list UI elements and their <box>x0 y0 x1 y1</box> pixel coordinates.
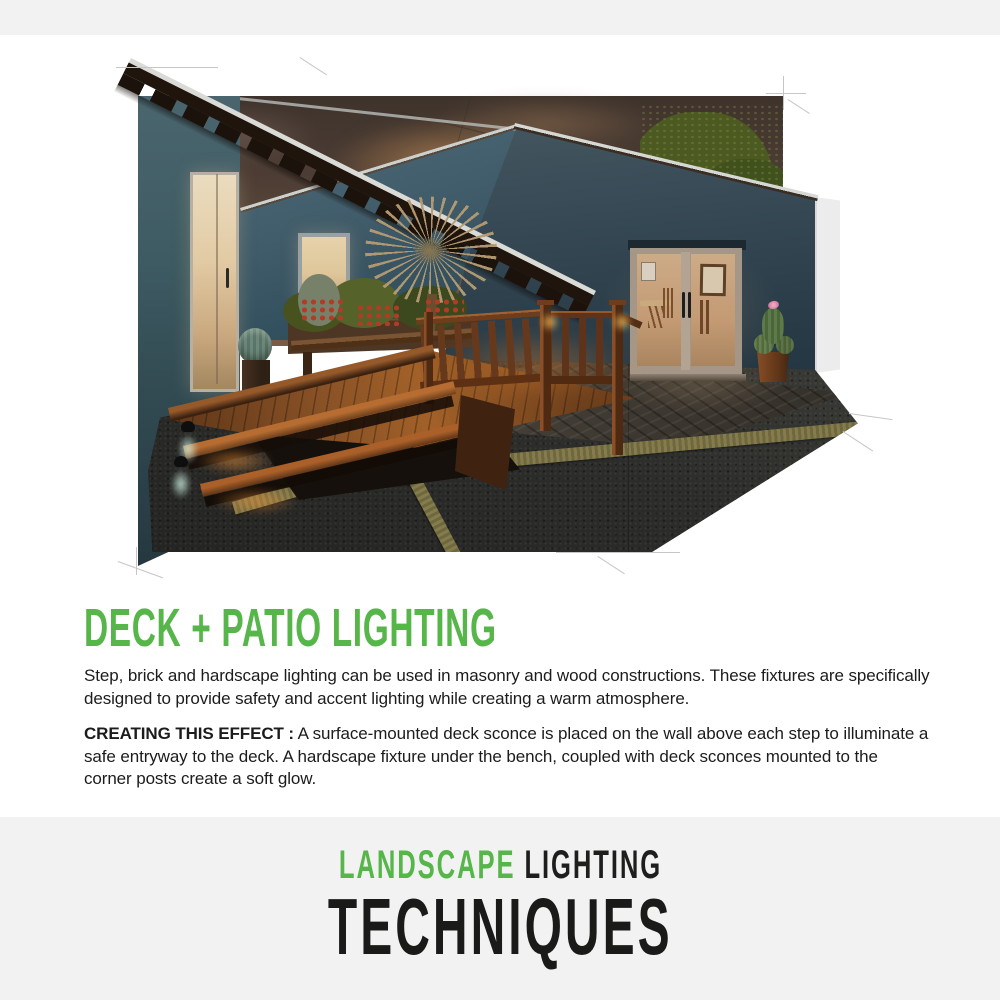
door-handle <box>226 268 229 288</box>
section-heading: DECK + PATIO LIGHTING <box>84 598 497 658</box>
door-mullion <box>216 174 218 384</box>
post-cap <box>537 300 554 305</box>
effect-paragraph <box>84 723 930 791</box>
barrel-cactus <box>762 308 784 344</box>
cactus-planter <box>755 352 791 382</box>
crop-mark <box>766 93 806 94</box>
crop-mark <box>116 67 218 68</box>
side-wall-panel <box>815 197 840 373</box>
interior-chair <box>663 288 673 318</box>
crop-mark <box>136 547 137 575</box>
red-flowers <box>356 304 400 326</box>
technique-description-section <box>84 600 934 791</box>
effect-label: CREATING THIS EFFECT : <box>84 724 294 743</box>
door-handle <box>688 292 691 318</box>
door-handle <box>682 292 685 318</box>
step-light-pool <box>196 448 274 474</box>
post-cap <box>609 300 626 305</box>
post-sconce-glow <box>540 312 560 332</box>
step-light-pool <box>212 488 300 514</box>
brand-footer <box>0 817 1000 1000</box>
interior-wall-chart <box>641 262 656 281</box>
crop-mark <box>842 431 873 451</box>
crop-mark <box>787 99 809 114</box>
lit-entry-door <box>190 172 239 392</box>
render-seam-line <box>628 356 629 552</box>
sconce-glow <box>166 462 196 506</box>
post-sconce-glow <box>612 312 632 332</box>
crop-mark <box>556 552 680 553</box>
brand-word-lighting: LIGHTING <box>523 843 662 887</box>
interior-chair <box>700 300 712 334</box>
table-legs <box>648 306 664 328</box>
brand-word-landscape: LANDSCAPE <box>338 843 515 887</box>
brand-title: TECHNIQUES <box>327 882 673 971</box>
crop-mark <box>299 57 326 75</box>
interior-picture-frame <box>700 264 727 296</box>
crop-mark <box>597 556 624 574</box>
door-threshold <box>630 374 746 381</box>
potted-cactus-small <box>238 328 272 364</box>
yucca-center <box>412 236 448 266</box>
red-flowers <box>300 298 346 322</box>
crop-mark <box>783 76 784 110</box>
brand-line <box>0 845 1000 885</box>
effect-text: A surface-mounted deck sconce is placed on the wall above each step to illuminate a safe entryway to the deck. A hardscape fixture under the bench, coupled with deck sconces mounted to the corner posts create a soft glow. <box>84 724 929 788</box>
crop-mark <box>849 413 893 420</box>
section-paragraph: Step, brick and hardscape lighting can be used in masonry and wood constructions. These fixtures are specifically designed to provide safety and accent lighting while creating a warm atmosphere. <box>84 666 930 708</box>
